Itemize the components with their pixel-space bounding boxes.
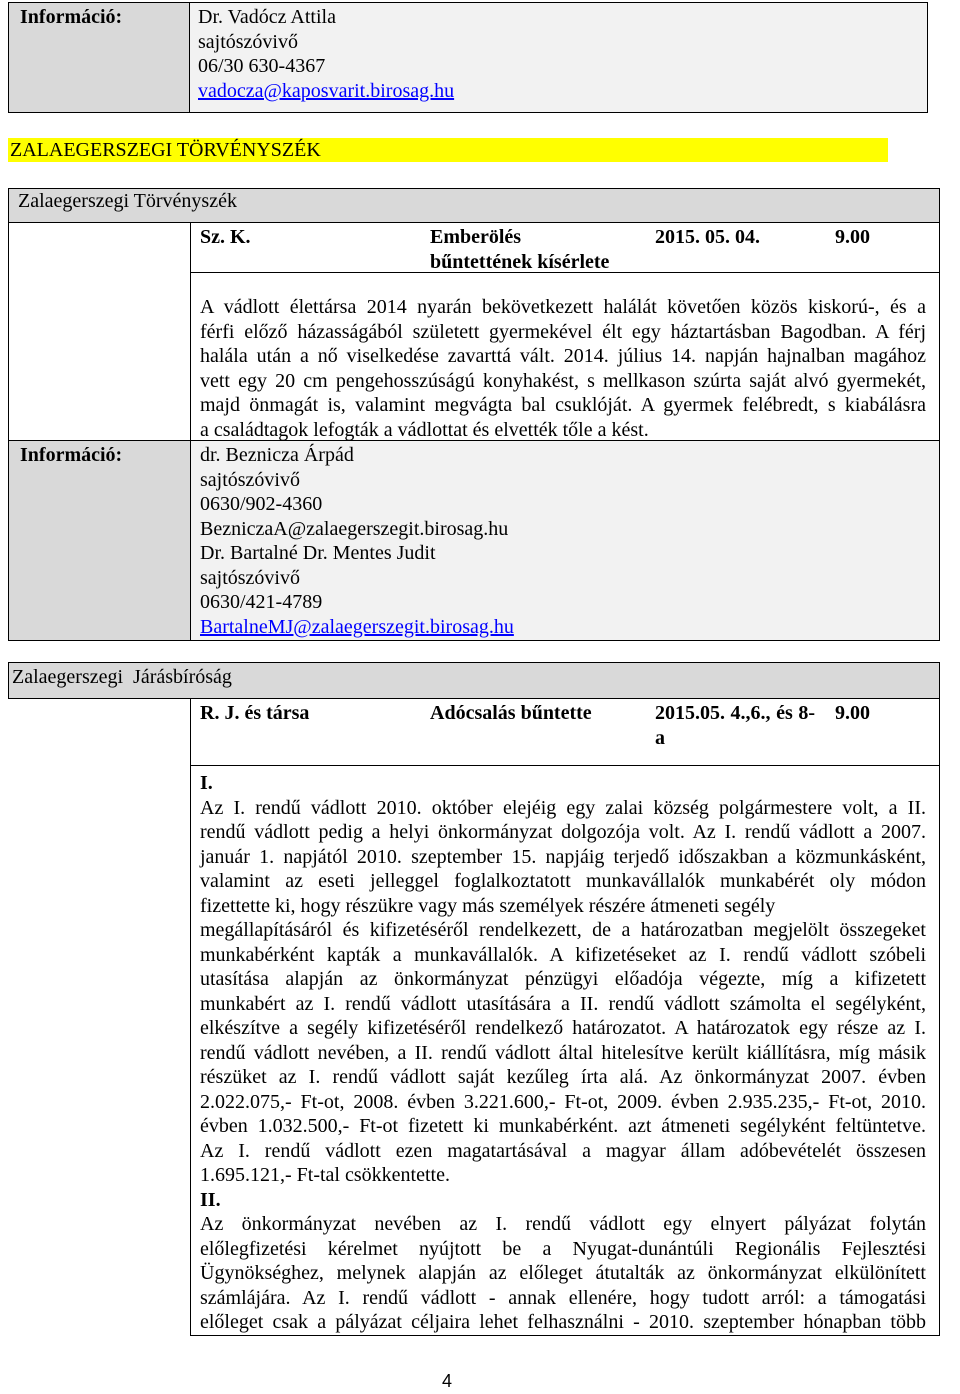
description-line: számlájára. Az I. rendű vádlott - annak ellenére, hogy tudott arról: a támogatási xyxy=(200,1286,926,1309)
description-line: férfi előző házasságából született gyermekével élt egy háztartásban Bagodban. A férj xyxy=(200,320,926,343)
case-time: 9.00 xyxy=(835,702,870,724)
info-label: Információ: xyxy=(20,444,123,466)
case-date: 2015. 05. 04. xyxy=(655,226,760,248)
contact-name: dr. Beznicza Árpád xyxy=(200,444,354,466)
description-line: január 1. napjától 2010. szeptember 15. napjáig terjedő időszakban a közmunkásként, xyxy=(200,845,926,868)
court-section-title: Zalaegerszegi Törvényszék xyxy=(8,188,940,223)
description-line: valamint az eseti jelleggel foglalkoztatott munkavállalók munkabérét oly módon xyxy=(200,870,926,892)
top-info-label: Információ: xyxy=(9,3,190,112)
contact-email-link[interactable]: BartalneMJ@zalaegerszegit.birosag.hu xyxy=(200,615,514,638)
description-line: megállapításáról és kifizetéséről rendelkezett, de a határozatban megjelölt összegeket xyxy=(200,919,926,941)
contact-email: BezniczaA@zalaegerszegit.birosag.hu xyxy=(200,517,509,540)
section-heading: I. xyxy=(200,772,213,794)
court-section-title: Zalaegerszegi Járásbíróság xyxy=(8,662,940,699)
row-divider xyxy=(190,765,940,766)
contact-role: sajtószóvivő xyxy=(200,468,300,491)
description-line: 1.695.121,- Ft-tal csökkentette. xyxy=(200,1164,450,1186)
press-officer-role: sajtószóvivő xyxy=(198,30,298,53)
description-line: fizettette ki, hogy részükre vagy más személyek részére átmeneti segély xyxy=(200,894,776,917)
top-press-contact xyxy=(198,5,454,103)
description-line: Ügynökséghez, melynek alapján az előleget átutalták az önkormányzat elkülönített xyxy=(200,1262,926,1284)
case-defendant: Sz. K. xyxy=(200,226,251,248)
info-label-cell xyxy=(9,441,190,640)
description-line: előlegfizetési kérelmet nyújtott be a Nyugat-dunántúli Regionális Fejlesztési xyxy=(200,1237,926,1260)
description-line: munkabért az I. rendű vádlott utasítására a II. rendű vádlott számolta el segélyként, xyxy=(200,992,926,1015)
description-line: a családtagok lefogták a vádlottat és elvették tőle a kést. xyxy=(200,418,649,441)
description-line: rendű vádlott nevében, a II. rendű vádlott által hitelesítve került kiállításra, míg másik xyxy=(200,1041,926,1064)
case-time: 9.00 xyxy=(835,226,870,248)
press-officer-email-link[interactable]: vadocza@kaposvarit.birosag.hu xyxy=(198,79,455,102)
description-line: előleget csak a pályázat céljaira lehet felhasználni - 2010. szeptember hónapban több xyxy=(200,1311,926,1333)
case-charge: Emberölés bűntettének kísérlete xyxy=(430,226,610,273)
description-line: Az I. rendű vádlott ezen magatartásával a magyar állam adóbevételét összesen xyxy=(200,1139,926,1162)
description-line: elkészítve a segély kifizetéséről rendelkező határozatot. A határozatok egy része az I. xyxy=(200,1017,926,1039)
description-line: Az önkormányzat nevében az I. rendű vádlott egy elnyert pályázat folytán xyxy=(200,1213,926,1235)
row-divider xyxy=(190,1335,940,1336)
description-line: 2.022.075,- Ft-ot, 2008. évben 3.221.600,- Ft-ot, 2009. évben 2.935.235,- Ft-ot, 2010. xyxy=(200,1090,926,1113)
press-officer-name: Dr. Vadócz Attila xyxy=(198,6,336,28)
contact-phone: 0630/421-4789 xyxy=(200,591,323,613)
case-description xyxy=(200,771,926,1335)
description-line: majd önmagát is, valamint megvágta bal csuklóját. A gyermek felébredt, s kiabálásra xyxy=(200,394,926,416)
case-charge: Adócsalás bűntette xyxy=(430,702,592,724)
column-divider xyxy=(190,222,191,641)
case-description xyxy=(200,295,926,442)
column-divider xyxy=(190,698,191,1336)
description-line: Az I. rendű vádlott 2010. október elejéig egy zalai község polgármestere volt, a II. xyxy=(200,796,926,819)
press-contacts xyxy=(200,443,514,639)
description-line: vett egy 20 cm pengehosszúságú konyhakést, s mellkason szúrta saját alvó gyermekét, xyxy=(200,369,926,392)
description-line: utasítása alapján az önkormányzat pénzügyi előadója végezte, míg a kifizetett xyxy=(200,968,926,990)
description-line: halála után a nő viselkedése zavarttá vált. 2014. július 14. napján hajnalban magához xyxy=(200,345,926,367)
case-date: 2015.05. 4.,6., és 8-a xyxy=(655,702,815,749)
description-line: munkabérként kapták a munkavállalók. A kifizetéseket az I. rendű vádlott szóbeli xyxy=(200,943,926,966)
description-line: évben 1.032.500,- Ft-ot fizetett ki munkabérként. azt átmeneti segélyként feltüntetve. xyxy=(200,1115,926,1137)
description-line: rendű vádlott pedig a helyi önkormányzat dolgozója volt. Az I. rendű vádlott a 2007. xyxy=(200,821,926,843)
contact-role: sajtószóvivő xyxy=(200,566,300,589)
section-heading: II. xyxy=(200,1188,221,1211)
description-line: A vádlott élettársa 2014 nyarán bekövetkezett halálát követően közös kiskorú-, és a xyxy=(200,296,926,318)
court-heading-highlight: ZALAEGERSZEGI TÖRVÉNYSZÉK xyxy=(8,138,888,162)
column-divider xyxy=(939,698,940,1336)
contact-name: Dr. Bartalné Dr. Mentes Judit xyxy=(200,542,436,564)
page-number: 4 xyxy=(441,1371,452,1391)
press-officer-phone: 06/30 630-4367 xyxy=(198,55,326,77)
case-defendant: R. J. és társa xyxy=(200,702,310,724)
contact-phone: 0630/902-4360 xyxy=(200,493,323,515)
description-line: részüket az I. rendű vádlott saját kezűleg írta alá. Az önkormányzat 2007. évben xyxy=(200,1066,926,1088)
